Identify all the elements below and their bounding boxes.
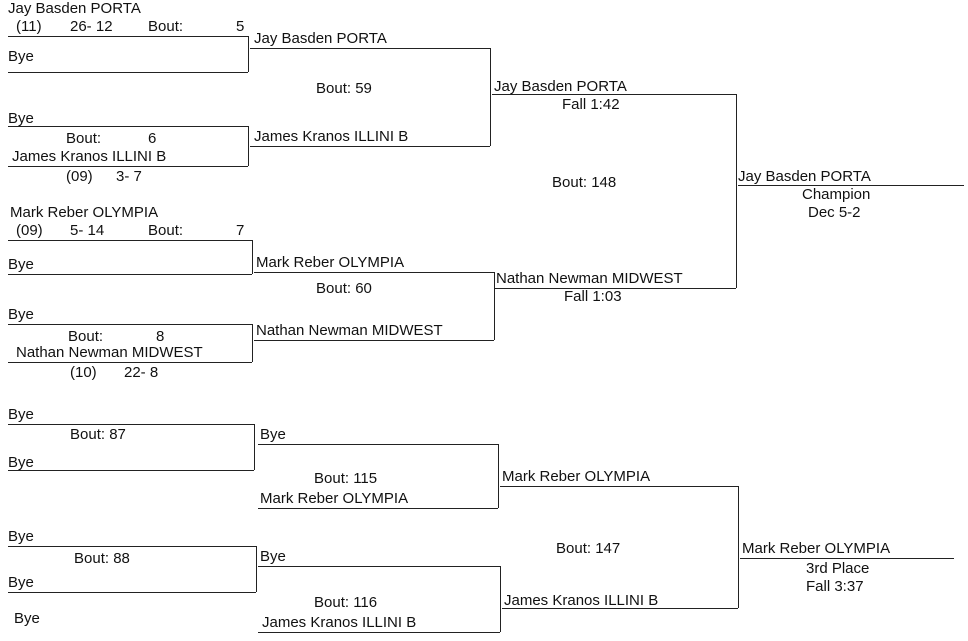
bracket-line	[254, 272, 494, 273]
bracket-line	[248, 36, 249, 72]
bracket-line	[738, 486, 739, 608]
bracket-line	[502, 608, 738, 609]
r1-seed: (09)	[16, 222, 43, 239]
cons-semi-bout: Bout: 147	[556, 540, 621, 557]
bracket-line	[248, 126, 249, 166]
champion-name: Jay Basden PORTA	[738, 168, 871, 185]
r1-seed: (09)	[66, 168, 93, 185]
bracket-line	[490, 48, 491, 146]
bracket-line	[8, 72, 248, 73]
bracket-line	[250, 48, 490, 49]
bracket-line	[740, 558, 954, 559]
bracket-line	[8, 36, 248, 37]
r2-wrestler-name: Jay Basden PORTA	[254, 30, 387, 47]
bracket-line	[258, 508, 498, 509]
cons-r2-bout: Bout: 115	[314, 470, 378, 487]
r1-seed: (11)	[16, 18, 42, 35]
bracket-line	[8, 240, 252, 241]
bracket-line	[8, 470, 254, 471]
cons-r2-name: James Kranos ILLINI B	[262, 614, 417, 631]
r2-wrestler-name: Mark Reber OLYMPIA	[256, 254, 405, 271]
r1-bout-label: Bout:	[148, 222, 184, 239]
cons-bye: Bye	[8, 406, 34, 423]
bracket-line	[8, 424, 254, 425]
bracket-line	[8, 324, 252, 325]
cons-bout-label: Bout: 87	[70, 426, 126, 443]
bracket-line	[8, 362, 252, 363]
bracket-line	[500, 486, 738, 487]
champion-result: Dec 5-2	[808, 204, 861, 221]
r1-bout-label: Bout:	[66, 130, 102, 147]
r1-bout-label: Bout:	[68, 328, 104, 345]
r2-wrestler-name: Nathan Newman MIDWEST	[256, 322, 443, 339]
bracket-line	[8, 592, 256, 593]
bracket-line	[258, 444, 498, 445]
r2-bout-label: Bout: 60	[316, 280, 372, 297]
r1-wrestler-name: Mark Reber OLYMPIA	[10, 204, 159, 221]
bracket-line	[8, 546, 256, 547]
semi-result: Fall 1:03	[564, 288, 622, 305]
third-place-name: Mark Reber OLYMPIA	[742, 540, 891, 557]
r1-record: 5- 14	[70, 222, 105, 239]
champion-place: Champion	[802, 186, 871, 203]
bracket-line	[252, 240, 253, 274]
semi-bout-label: Bout: 148	[552, 174, 617, 191]
bracket-line	[500, 566, 501, 632]
r1-bout-number: 7	[236, 222, 245, 239]
bracket-line	[498, 444, 499, 508]
r1-bout-number: 6	[148, 130, 157, 147]
third-place-result: Fall 3:37	[806, 578, 864, 595]
cons-bye: Bye	[8, 454, 34, 471]
cons-bye: Bye	[8, 574, 34, 591]
semi-winner-name: Nathan Newman MIDWEST	[496, 270, 683, 287]
cons-bout-label: Bout: 88	[74, 550, 130, 567]
bracket-line	[252, 324, 253, 362]
r1-seed: (10)	[70, 364, 97, 381]
cons-semi-name: Mark Reber OLYMPIA	[502, 468, 651, 485]
cons-r2-name: Mark Reber OLYMPIA	[260, 490, 409, 507]
semi-result: Fall 1:42	[562, 96, 620, 113]
bracket-line	[258, 566, 500, 567]
bracket-line	[494, 288, 736, 289]
bracket-line	[8, 274, 252, 275]
semi-winner-name: Jay Basden PORTA	[494, 78, 627, 95]
r1-wrestler-name: Jay Basden PORTA	[8, 0, 141, 17]
cons-r2-bye: Bye	[260, 426, 286, 443]
bracket-line	[8, 166, 248, 167]
third-place-label: 3rd Place	[806, 560, 870, 577]
r1-bout-label: Bout:	[148, 18, 184, 35]
r2-bout-label: Bout: 59	[316, 80, 372, 97]
r1-bye: Bye	[8, 48, 34, 65]
cons-bye: Bye	[8, 528, 34, 545]
r1-record: 26- 12	[70, 18, 113, 35]
bracket-line	[258, 632, 500, 633]
cons-r2-bout: Bout: 116	[314, 594, 378, 611]
r1-bye: Bye	[8, 256, 34, 273]
r1-bye: Bye	[8, 306, 34, 323]
bracket-line	[254, 424, 255, 470]
cons-r2-bye: Bye	[260, 548, 286, 565]
r1-wrestler-name: Nathan Newman MIDWEST	[16, 344, 203, 361]
bracket-line	[736, 94, 737, 288]
bracket-line	[494, 272, 495, 340]
r1-bye: Bye	[8, 110, 34, 127]
r1-wrestler-name: James Kranos ILLINI B	[12, 148, 167, 165]
bracket-line	[8, 126, 248, 127]
r1-bout-number: 5	[236, 18, 245, 35]
bracket-line	[256, 546, 257, 592]
r2-wrestler-name: James Kranos ILLINI B	[254, 128, 409, 145]
r1-record: 22- 8	[124, 364, 159, 381]
cons-bye: Bye	[14, 610, 40, 627]
r1-bout-number: 8	[156, 328, 165, 345]
bracket-line	[250, 146, 490, 147]
bracket-line	[492, 94, 736, 95]
bracket-line	[254, 340, 494, 341]
cons-semi-name: James Kranos ILLINI B	[504, 592, 659, 609]
r1-record: 3- 7	[116, 168, 142, 185]
